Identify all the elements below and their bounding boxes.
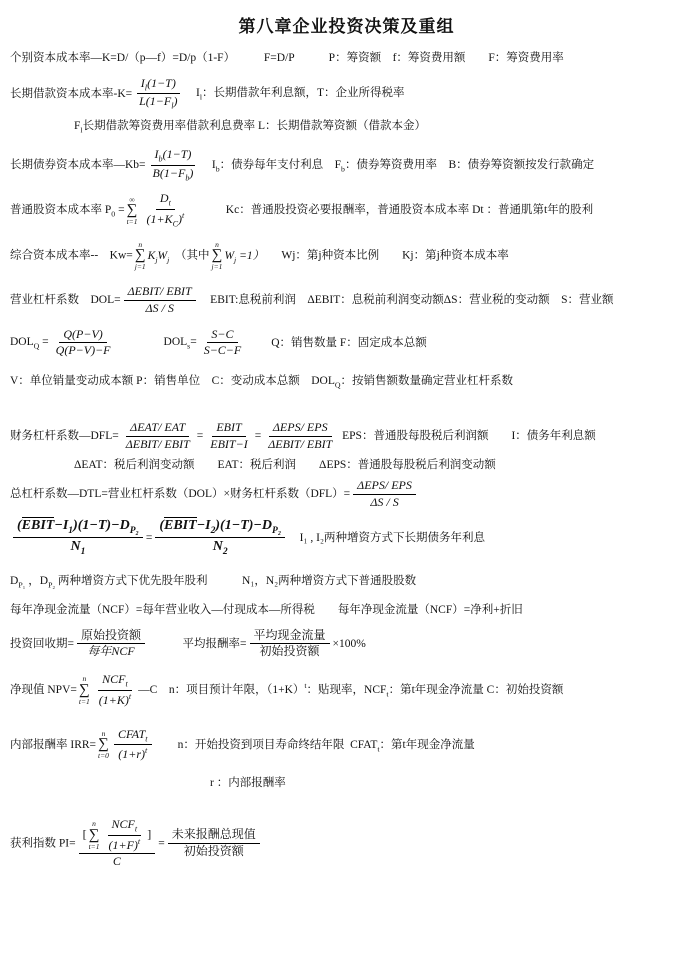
sum-lower-limit: t=1 (126, 217, 138, 227)
line-text: 个别资本成本率—K=D/（p—f）=D/p（1-F） F=D/P P：筹资额 f：筹资费用额 F：筹资费用率 (10, 52, 564, 64)
formula-explanation: Kc：普通股投资必要报酬率，普通股资本成本率 Dt ：普通肌第t年的股利 (191, 204, 594, 217)
fraction (114, 728, 152, 763)
fraction-denominator: $L(1-F_l)$ (139, 94, 178, 111)
formula-line-npv (10, 673, 683, 708)
sigma-icon: ∑ (134, 247, 146, 264)
formula-term: $W_j =1$） (224, 249, 259, 264)
fraction-numerator: 未来报酬总现值 (168, 828, 260, 844)
fraction-denominator: S−C−F (203, 343, 242, 358)
formula-label: 总杠杆系数—DTL=营业杠杆系数（DOL）×财务杠杆系数（DFL）= (10, 488, 351, 501)
fraction-numerator: ΔEPS/ EPS (353, 479, 416, 495)
sum-upper-limit: ∞ (129, 194, 135, 204)
sigma-icon: ∑ (78, 681, 90, 698)
formula-term: —C (138, 684, 158, 697)
fraction-numerator: $NCF_t$ (108, 818, 142, 836)
line-text: V：单位销量变动成本额 P：销售单位 C：变动成本总额 $DOL_Q$：按销售额数量确定营业杠杆系数 (10, 375, 514, 390)
fraction (264, 421, 336, 452)
formula-term: $K_jW_j$ (147, 249, 170, 264)
fraction-denominator: $B(1-F_b)$ (152, 165, 194, 183)
fraction-denominator: 每年NCF (87, 644, 135, 659)
sum-lower-limit: t=1 (78, 696, 90, 706)
formula-label: 财务杠杆系数—DFL= (10, 429, 119, 442)
formula-line-irr-variable (210, 776, 683, 792)
summation-symbol (89, 820, 100, 850)
line-text: $D_{P_1}$ ，$D_{P_2}$ 两种增资方式下优先股年股利 N₁，N₂两种增资方式下普通股股数 (10, 575, 417, 590)
formula-line-bond-cost (10, 148, 683, 183)
page-title: 第八章企业投资决策及重组 (238, 17, 455, 36)
fraction-denominator: ΔEBIT/ EBIT (268, 436, 333, 451)
sigma-icon: ∑ (211, 247, 223, 264)
formula-line-dfl-variables (74, 458, 683, 474)
fraction-denominator: $N_2$ (212, 539, 228, 558)
formula-label: 营业杠杆系数 DOL= (10, 293, 121, 306)
fraction (200, 328, 246, 359)
formula-explanation: $I_l$：长期借款年利息额，T：企业所得税率 (184, 87, 405, 102)
equals-sign: = (254, 429, 262, 442)
formula-label: 综合资本成本率-- Kw= (10, 249, 133, 262)
summation-symbol (127, 196, 138, 226)
formula-line-dol-variables (10, 374, 683, 391)
formula-line-operating-leverage (10, 285, 683, 316)
fraction (95, 673, 135, 708)
sum-upper-limit: n (82, 674, 87, 684)
fraction-numerator: $D_t$ (156, 192, 175, 210)
sigma-icon: ∑ (126, 202, 138, 219)
sigma-icon: ∑ (98, 736, 109, 753)
fraction-numerator (79, 818, 156, 855)
fraction-numerator: S−C (207, 328, 237, 344)
formula-line-preferred-dividend-note (10, 574, 683, 591)
fraction-numerator: ΔEPS/ EPS (269, 421, 332, 437)
formula-line-total-leverage (10, 479, 683, 510)
fraction-numerator: $(EBIT-I_2)(1-T)-D_{P_2}$ (155, 518, 285, 539)
fraction-denominator: ΔS / S (370, 494, 399, 509)
formula-line-weighted-capital-cost (10, 241, 683, 271)
fraction-denominator: $(1+K_C)^t$ (146, 211, 185, 229)
fraction-numerator: $NCF_t$ (98, 673, 132, 691)
fraction-denominator: $N_1$ (70, 539, 86, 558)
formula-line-financial-leverage (10, 421, 683, 452)
sum-lower-limit: t=1 (88, 841, 100, 851)
formula-explanation: $I_b$：债券每年支付利息 $F_b$：债券筹资费用率 B：债券筹资额按发行款确定 (200, 158, 595, 174)
fraction (155, 518, 285, 558)
formula-line-payback-period (10, 629, 683, 660)
sum-upper-limit: n (215, 239, 219, 249)
inner-fraction (105, 818, 145, 853)
fraction-numerator: $CFAT_t$ (114, 728, 152, 746)
formula-text: （其中 (169, 249, 210, 262)
formula-line-ncf (10, 603, 683, 619)
fraction (124, 285, 196, 316)
formula-line-loan-fee-note (74, 119, 683, 136)
line-text: $F_l$长期借款筹资费用率借款利息费率 L：长期借款筹资额（借款本金） (74, 120, 426, 135)
formula-explanation: EPS：普通股每股税后利润额 I：债务年利息额 (339, 429, 596, 442)
formula-label: 投资回收期= (10, 637, 74, 650)
formula-explanation: I₁ , I₂两种增资方式下长期债务年利息 (288, 531, 485, 544)
equals-sign: = (158, 837, 165, 850)
fraction (122, 421, 194, 452)
formula-label: 平均报酬率= (182, 637, 247, 650)
outer-fraction (79, 818, 156, 869)
fraction-denominator: EBIT−I (210, 436, 248, 451)
summation-symbol (79, 675, 90, 705)
formula-line-individual-capital-cost (10, 51, 683, 67)
fraction-denominator: ΔEBIT/ EBIT (125, 436, 190, 451)
formula-explanation: Q：销售数量 F：固定成本总额 (248, 336, 427, 349)
fraction-numerator: Q(P−V) (59, 328, 106, 344)
fraction (353, 479, 416, 510)
formula-label: 内部报酬率 IRR= (10, 738, 97, 751)
formula-explanation: n：项目预计年限，$(1+K)^t$：贴现率，$NCF_t$：第t年现金净流量 C：初始投资额 (157, 681, 564, 699)
fraction-numerator: ΔEAT/ EAT (126, 421, 189, 437)
formula-label: 普通股资本成本率 $P_0$ = (10, 204, 125, 219)
formula-explanation: Wj：第j种资本比例 Kj：第j种资本成本率 (258, 249, 509, 262)
fraction (52, 328, 115, 359)
right-bracket: ] (147, 827, 152, 842)
sum-upper-limit: n (101, 728, 106, 738)
fraction-numerator: ΔEBIT/ EBIT (124, 285, 196, 301)
fraction-numerator: 原始投资额 (77, 629, 145, 645)
sum-upper-limit: n (138, 239, 143, 249)
formula-explanation: n：开始投资到项目寿命终结年限 $CFAT_t$：第t年现金净流量 (154, 738, 475, 753)
formula-label: 获利指数 PI= (10, 837, 76, 850)
fraction-denominator: Q(P−V)−F (55, 343, 111, 358)
fraction-denominator: $(1+F)^t$ (108, 836, 141, 852)
summation-symbol (98, 730, 109, 760)
fraction (142, 192, 188, 229)
formula-explanation: EBIT:息税前利润 ΔEBIT：息税前利润变动额ΔS：营业税的变动额 S：营业额 (198, 293, 614, 306)
formula-suffix: ×100% (332, 637, 366, 650)
sum-lower-limit: j=1 (134, 262, 146, 272)
formula-line-irr (10, 728, 683, 763)
equals-sign: = (196, 429, 204, 442)
formula-line-ebit-indifference (10, 518, 683, 558)
spacer (118, 336, 164, 348)
sum-upper-limit: n (92, 819, 96, 829)
left-bracket: [ (82, 827, 87, 842)
fraction-numerator: $I_b(1-T)$ (151, 148, 196, 166)
formula-line-common-stock-cost (10, 192, 683, 229)
fraction (77, 629, 145, 660)
line-text: 每年净现金流量（NCF）=每年营业收入—付现成本—所得税 每年净现金流量（NCF）=净利+折旧 (10, 604, 523, 616)
formula-label: 长期债券资本成本率—Kb= (10, 158, 146, 171)
fraction-denominator: 初始投资额 (183, 843, 244, 858)
fraction-numerator: $I_l(1-T)$ (137, 77, 180, 95)
fraction-denominator: $(1+r)^t$ (118, 746, 148, 762)
fraction (149, 148, 198, 183)
fraction (250, 629, 330, 660)
fraction-denominator: 初始投资额 (259, 644, 320, 659)
summation-symbol (212, 241, 223, 271)
fraction-denominator: C (112, 854, 121, 869)
sum-lower-limit: t=0 (98, 751, 109, 761)
formula-label: 长期借款资本成本率-K= (10, 87, 133, 100)
fraction-denominator: ΔS / S (145, 300, 174, 315)
sigma-icon: ∑ (88, 826, 100, 843)
fraction (206, 421, 251, 452)
fraction-denominator: $(1+K)^t$ (98, 691, 132, 707)
equals-sign: = (145, 531, 153, 544)
sum-lower-limit: j=1 (211, 262, 223, 272)
formula-label: $DOL_s=$ (163, 336, 197, 351)
fraction (135, 77, 181, 112)
fraction-numerator: EBIT (212, 421, 245, 437)
formula-line-dol-q-s (10, 328, 683, 359)
fraction-numerator: $(EBIT-I_1)(1-T)-D_{P_2}$ (13, 518, 143, 539)
fraction (168, 828, 260, 859)
spacer (148, 637, 183, 649)
formula-label: 净现值 NPV= (10, 684, 77, 697)
line-text: r ：内部报酬率 (210, 777, 286, 790)
formula-line-profitability-index (10, 818, 683, 869)
formula-label: $DOL_Q$ = (10, 336, 49, 351)
formula-line-longterm-loan-cost (10, 77, 683, 112)
fraction-numerator: 平均现金流量 (250, 629, 330, 645)
line-text: ΔEAT：税后利润变动额 EAT：税后利润 ΔEPS：普通股每股税后利润变动额 (74, 458, 496, 471)
fraction (13, 518, 143, 558)
summation-symbol (135, 241, 146, 271)
